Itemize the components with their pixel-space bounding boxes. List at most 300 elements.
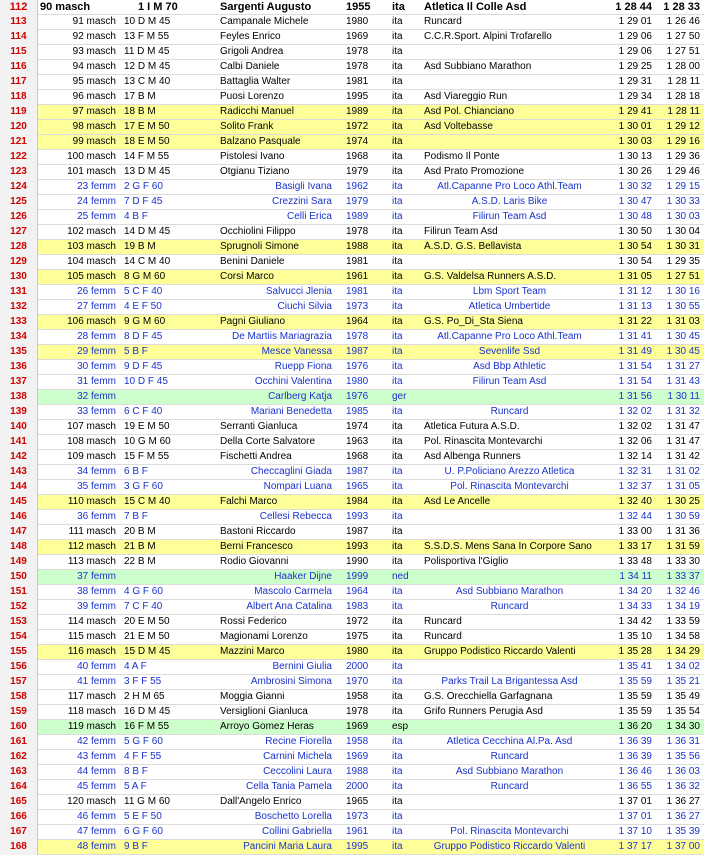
gun-time: 1 30 47: [618, 196, 652, 207]
team-name: Sevenlife Ssd: [478, 346, 541, 357]
gender-rank: 35 femm: [77, 481, 116, 492]
category-rank: 9 G M 60: [124, 316, 166, 327]
athlete-name: Corsi Marco: [220, 271, 274, 282]
athlete-name: Albert Ana Catalina: [246, 601, 332, 612]
row-number: 124: [0, 180, 38, 195]
athlete-name: Solito Frank: [220, 121, 274, 132]
net-time: 1 31 03: [666, 316, 700, 327]
team-name: Runcard: [490, 781, 529, 792]
table-row: [0, 240, 704, 255]
table-row: [0, 525, 704, 540]
gun-time: 1 35 59: [618, 691, 652, 702]
category-rank: 16 D M 45: [124, 706, 171, 717]
table-row: [0, 0, 704, 15]
athlete-name: Bastoni Riccardo: [220, 526, 296, 537]
category-rank: 18 B M: [124, 106, 156, 117]
birth-year: 1968: [346, 451, 369, 462]
row-number: 165: [0, 795, 38, 810]
gun-time: 1 31 22: [618, 316, 652, 327]
net-time: 1 31 27: [666, 361, 700, 372]
gender-rank: 34 femm: [77, 466, 116, 477]
nationality: ita: [392, 256, 403, 267]
category-rank: 19 E M 50: [124, 421, 170, 432]
gun-time: 1 30 54: [618, 256, 652, 267]
net-time: 1 32 46: [666, 586, 700, 597]
row-number: 128: [0, 240, 38, 255]
birth-year: 2000: [346, 781, 369, 792]
net-time: 1 27 51: [666, 46, 700, 57]
category-rank: 10 D M 45: [124, 16, 171, 27]
net-time: 1 31 42: [666, 451, 700, 462]
category-rank: 7 D F 45: [124, 196, 163, 207]
gender-rank: 105 masch: [67, 271, 116, 282]
team-name: [424, 45, 609, 59]
nationality: ita: [392, 586, 403, 597]
birth-year: 1990: [346, 556, 369, 567]
gender-rank: 98 masch: [72, 121, 116, 132]
athlete-name: Ceccolini Laura: [263, 766, 332, 777]
category-rank: 3 G F 60: [124, 481, 163, 492]
gun-time: 1 30 50: [618, 226, 652, 237]
gun-time: 1 30 32: [618, 181, 652, 192]
table-row: [0, 360, 704, 375]
table-row: [0, 765, 704, 780]
team-name: Asd Subbiano Marathon: [455, 586, 564, 597]
team-name: A.S.D. Laris Bike: [471, 196, 548, 207]
gun-time: 1 30 54: [618, 241, 652, 252]
net-time: 1 30 11: [667, 391, 700, 402]
row-number: 161: [0, 735, 38, 750]
table-row: [0, 570, 704, 585]
birth-year: 1965: [346, 796, 369, 807]
row-number: 112: [0, 0, 38, 15]
team-name: Asd Prato Promozione: [424, 166, 525, 177]
net-time: 1 29 12: [666, 121, 700, 132]
birth-year: 1981: [346, 256, 369, 267]
gun-time: 1 34 20: [618, 586, 652, 597]
nationality: ita: [392, 331, 403, 342]
athlete-name: Falchi Marco: [220, 496, 278, 507]
birth-year: 1973: [346, 301, 369, 312]
net-time: 1 31 32: [666, 406, 700, 417]
birth-year: 1978: [346, 61, 369, 72]
team-name: Asd Voltebasse: [424, 121, 493, 132]
row-number: 144: [0, 480, 38, 495]
gender-rank: 108 masch: [67, 436, 116, 447]
birth-year: 1980: [346, 646, 369, 657]
row-number: 122: [0, 150, 38, 165]
gun-time: 1 32 06: [618, 436, 652, 447]
row-number: 129: [0, 255, 38, 270]
table-row: [0, 645, 704, 660]
row-number: 135: [0, 345, 38, 360]
gender-rank: 102 masch: [67, 226, 116, 237]
athlete-name: Magionami Lorenzo: [220, 631, 308, 642]
category-rank: 14 F M 55: [124, 151, 170, 162]
gun-time: 1 37 01: [618, 796, 652, 807]
birth-year: 1973: [346, 811, 369, 822]
nationality: ita: [392, 781, 403, 792]
row-number: 116: [0, 60, 38, 75]
net-time: 1 34 29: [666, 646, 700, 657]
row-number: 149: [0, 555, 38, 570]
net-time: 1 28 33: [663, 1, 700, 13]
gun-time: 1 33 00: [618, 526, 652, 537]
gun-time: 1 29 06: [618, 46, 652, 57]
team-name: [424, 525, 609, 539]
table-row: [0, 225, 704, 240]
nationality: ita: [392, 436, 403, 447]
category-rank: 6 B F: [124, 466, 148, 477]
net-time: 1 28 11: [667, 76, 700, 87]
table-row: [0, 825, 704, 840]
gun-time: 1 35 59: [618, 706, 652, 717]
birth-year: 1987: [346, 526, 369, 537]
birth-year: 1978: [346, 226, 369, 237]
category-rank: 4 B F: [124, 211, 148, 222]
gun-time: 1 32 40: [618, 496, 652, 507]
gun-time: 1 31 56: [618, 391, 652, 402]
row-number: 143: [0, 465, 38, 480]
nationality: ita: [392, 811, 403, 822]
gender-rank: 104 masch: [67, 256, 116, 267]
gender-rank: 99 masch: [72, 136, 116, 147]
gender-rank: 32 femm: [77, 391, 116, 402]
table-row: [0, 300, 704, 315]
net-time: 1 30 31: [666, 241, 700, 252]
birth-year: 1961: [346, 826, 369, 837]
gender-rank: 90 masch: [40, 1, 91, 13]
birth-year: 1964: [346, 316, 369, 327]
birth-year: 1999: [346, 571, 369, 582]
row-number: 160: [0, 720, 38, 735]
birth-year: 1958: [346, 691, 369, 702]
net-time: 1 35 39: [666, 826, 700, 837]
table-row: [0, 210, 704, 225]
row-number: 118: [0, 90, 38, 105]
gun-time: 1 32 37: [618, 481, 652, 492]
nationality: ita: [392, 166, 403, 177]
gun-time: 1 35 59: [618, 676, 652, 687]
gender-rank: 116 masch: [67, 646, 116, 657]
team-name: Grifo Runners Perugia Asd: [424, 706, 543, 717]
gun-time: 1 30 26: [618, 166, 652, 177]
team-name: Gruppo Podistico Riccardo Valenti: [424, 646, 576, 657]
table-row: [0, 120, 704, 135]
gender-rank: 42 femm: [77, 736, 116, 747]
birth-year: 1983: [346, 601, 369, 612]
birth-year: 1975: [346, 631, 369, 642]
table-row: [0, 585, 704, 600]
row-number: 159: [0, 705, 38, 720]
team-name: Atletica Umbertide: [468, 301, 551, 312]
row-number: 152: [0, 600, 38, 615]
athlete-name: Pancini Maria Laura: [243, 841, 332, 852]
gender-rank: 112 masch: [67, 541, 116, 552]
athlete-name: Recine Fiorella: [265, 736, 332, 747]
row-number: 138: [0, 390, 38, 405]
gun-time: 1 31 13: [618, 301, 652, 312]
team-name: Atl.Capanne Pro Loco Athl.Team: [437, 331, 582, 342]
team-name: Asd Albenga Runners: [424, 451, 521, 462]
nationality: ita: [392, 16, 403, 27]
team-name: Runcard: [490, 406, 529, 417]
gun-time: 1 31 41: [618, 331, 652, 342]
gender-rank: 33 femm: [77, 406, 116, 417]
net-time: 1 28 18: [666, 91, 700, 102]
net-time: 1 28 11: [667, 106, 700, 117]
gender-rank: 28 femm: [77, 331, 116, 342]
birth-year: 1978: [346, 331, 369, 342]
category-rank: 6 G F 60: [124, 826, 163, 837]
birth-year: 1964: [346, 586, 369, 597]
team-name: Pol. Rinascita Montevarchi: [424, 436, 543, 447]
gender-rank: 44 femm: [77, 766, 116, 777]
row-number: 150: [0, 570, 38, 585]
birth-year: 1979: [346, 196, 369, 207]
athlete-name: Battaglia Walter: [220, 76, 291, 87]
net-time: 1 27 51: [666, 271, 700, 282]
category-rank: 5 C F 40: [124, 286, 163, 297]
athlete-name: Haaker Dijne: [274, 571, 332, 582]
nationality: ita: [392, 151, 403, 162]
birth-year: 1987: [346, 346, 369, 357]
team-name: C.C.R.Sport. Alpini Trofarello: [424, 31, 552, 42]
gun-time: 1 34 42: [618, 616, 652, 627]
birth-year: 1969: [346, 721, 369, 732]
table-row: [0, 165, 704, 180]
row-number: 141: [0, 435, 38, 450]
row-number: 131: [0, 285, 38, 300]
row-number: 158: [0, 690, 38, 705]
row-number: 134: [0, 330, 38, 345]
athlete-name: Cellesi Rebecca: [259, 511, 332, 522]
table-row: [0, 495, 704, 510]
gender-rank: 38 femm: [77, 586, 116, 597]
category-rank: 15 D M 45: [124, 646, 171, 657]
athlete-name: Occhini Valentina: [254, 376, 332, 387]
birth-year: 1972: [346, 616, 369, 627]
gender-rank: 101 masch: [67, 166, 116, 177]
gender-rank: 23 femm: [77, 181, 116, 192]
net-time: 1 31 47: [666, 436, 700, 447]
gender-rank: 95 masch: [72, 76, 116, 87]
row-number: 151: [0, 585, 38, 600]
birth-year: 1968: [346, 151, 369, 162]
net-time: 1 30 33: [666, 196, 700, 207]
net-time: 1 30 04: [666, 226, 700, 237]
team-name: Asd Bbp Athletic: [473, 361, 546, 372]
team-name: Polisportiva l'Giglio: [424, 556, 509, 567]
category-rank: 18 E M 50: [124, 136, 170, 147]
table-row: [0, 465, 704, 480]
net-time: 1 31 43: [666, 376, 700, 387]
table-row: [0, 135, 704, 150]
net-time: 1 34 30: [666, 721, 700, 732]
category-rank: 5 A F: [124, 781, 147, 792]
net-time: 1 30 55: [666, 301, 700, 312]
nationality: ita: [392, 496, 403, 507]
category-rank: 21 E M 50: [124, 631, 170, 642]
birth-year: 1969: [346, 751, 369, 762]
athlete-name: Ciuchi Silvia: [277, 301, 332, 312]
athlete-name: Mariani Benedetta: [250, 406, 332, 417]
net-time: 1 26 46: [666, 16, 700, 27]
birth-year: 1984: [346, 496, 369, 507]
gender-rank: 43 femm: [77, 751, 116, 762]
category-rank: 13 D M 45: [124, 166, 171, 177]
row-number: 146: [0, 510, 38, 525]
gender-rank: 92 masch: [72, 31, 116, 42]
gender-rank: 113 masch: [67, 556, 116, 567]
athlete-name: Collini Gabriella: [261, 826, 332, 837]
gender-rank: 118 masch: [67, 706, 116, 717]
gender-rank: 40 femm: [77, 661, 116, 672]
category-rank: 20 B M: [124, 526, 156, 537]
nationality: ita: [392, 106, 403, 117]
gun-time: 1 36 55: [618, 781, 652, 792]
birth-year: 1974: [346, 421, 369, 432]
row-number: 117: [0, 75, 38, 90]
birth-year: 1965: [346, 481, 369, 492]
gun-time: 1 34 33: [618, 601, 652, 612]
birth-year: 1958: [346, 736, 369, 747]
athlete-name: Balzano Pasquale: [220, 136, 301, 147]
row-number: 133: [0, 315, 38, 330]
row-number: 140: [0, 420, 38, 435]
table-row: [0, 675, 704, 690]
gun-time: 1 36 39: [618, 736, 652, 747]
team-name: [424, 135, 609, 149]
table-row: [0, 840, 704, 855]
team-name: [412, 510, 607, 524]
row-number: 137: [0, 375, 38, 390]
table-row: [0, 540, 704, 555]
row-number: 168: [0, 840, 38, 855]
gun-time: 1 35 41: [618, 661, 652, 672]
gun-time: 1 31 49: [618, 346, 652, 357]
table-row: [0, 480, 704, 495]
row-number: 139: [0, 405, 38, 420]
category-rank: 8 B F: [124, 766, 148, 777]
net-time: 1 33 37: [666, 571, 700, 582]
gun-time: 1 30 48: [618, 211, 652, 222]
category-rank: 21 B M: [124, 541, 156, 552]
net-time: 1 29 16: [666, 136, 700, 147]
birth-year: 1970: [346, 676, 369, 687]
team-name: G.S. Orecchiella Garfagnana: [424, 691, 553, 702]
gun-time: 1 31 54: [618, 376, 652, 387]
athlete-name: Ruepp Fiona: [274, 361, 332, 372]
net-time: 1 37 00: [666, 841, 700, 852]
nationality: ita: [392, 211, 403, 222]
row-number: 127: [0, 225, 38, 240]
nationality: ita: [392, 451, 403, 462]
net-time: 1 29 46: [666, 166, 700, 177]
category-rank: 17 B M: [124, 91, 156, 102]
row-number: 157: [0, 675, 38, 690]
team-name: Pol. Rinascita Montevarchi: [450, 481, 569, 492]
team-name: Atletica Cecchina Al.Pa. Asd: [446, 736, 573, 747]
gun-time: 1 29 06: [618, 31, 652, 42]
table-row: [0, 60, 704, 75]
category-rank: 8 D F 45: [124, 331, 163, 342]
team-name: Asd Le Ancelle: [424, 496, 491, 507]
nationality: ita: [392, 271, 403, 282]
team-name: [424, 75, 609, 89]
row-number: 132: [0, 300, 38, 315]
athlete-name: Sprugnoli Simone: [220, 241, 299, 252]
team-name: Parks Trail La Brigantessa Asd: [441, 676, 578, 687]
athlete-name: Pistolesi Ivano: [220, 151, 285, 162]
category-rank: 4 A F: [124, 661, 147, 672]
gender-rank: 94 masch: [72, 61, 116, 72]
athlete-name: Serranti Gianluca: [220, 421, 298, 432]
athlete-name: Versiglioni Gianluca: [220, 706, 308, 717]
gender-rank: 25 femm: [77, 211, 116, 222]
gun-time: 1 30 13: [618, 151, 652, 162]
athlete-name: Carlberg Katja: [268, 391, 332, 402]
nationality: ita: [392, 616, 403, 627]
category-rank: 15 F M 55: [124, 451, 170, 462]
gender-rank: 117 masch: [67, 691, 116, 702]
net-time: 1 35 56: [666, 751, 700, 762]
net-time: 1 31 59: [666, 541, 700, 552]
table-row: [0, 195, 704, 210]
net-time: 1 31 02: [666, 466, 700, 477]
athlete-name: Basigli Ivana: [275, 181, 332, 192]
net-time: 1 30 59: [666, 511, 700, 522]
gun-time: 1 32 02: [618, 421, 652, 432]
gender-rank: 47 femm: [77, 826, 116, 837]
row-number: 166: [0, 810, 38, 825]
athlete-name: Cella Tania Pamela: [246, 781, 332, 792]
athlete-name: Calbi Daniele: [220, 61, 280, 72]
birth-year: 1980: [346, 376, 369, 387]
athlete-name: Nompari Luana: [263, 481, 332, 492]
row-number: 145: [0, 495, 38, 510]
nationality: ita: [392, 346, 403, 357]
category-rank: 10 G M 60: [124, 436, 171, 447]
athlete-name: Crezzini Sara: [271, 196, 332, 207]
table-row: [0, 30, 704, 45]
table-row: [0, 345, 704, 360]
row-number: 114: [0, 30, 38, 45]
gender-rank: 93 masch: [72, 46, 116, 57]
athlete-name: Grigoli Andrea: [220, 46, 284, 57]
table-row: [0, 450, 704, 465]
gun-time: 1 32 44: [618, 511, 652, 522]
table-row: [0, 315, 704, 330]
birth-year: 1961: [346, 271, 369, 282]
team-name: Asd Viareggio Run: [424, 91, 508, 102]
nationality: ita: [392, 181, 403, 192]
team-name: [412, 390, 607, 404]
gun-time: 1 33 17: [618, 541, 652, 552]
nationality: ita: [392, 796, 403, 807]
category-rank: 2 G F 60: [124, 181, 163, 192]
team-name: G.S. Valdelsa Runners A.S.D.: [424, 271, 557, 282]
team-name: [424, 720, 609, 734]
birth-year: 1978: [346, 706, 369, 717]
gun-time: 1 35 28: [618, 646, 652, 657]
table-row: [0, 750, 704, 765]
category-rank: 9 B F: [124, 841, 148, 852]
nationality: ger: [392, 391, 407, 402]
athlete-name: Mesce Vanessa: [261, 346, 332, 357]
table-row: [0, 150, 704, 165]
nationality: ita: [392, 316, 403, 327]
